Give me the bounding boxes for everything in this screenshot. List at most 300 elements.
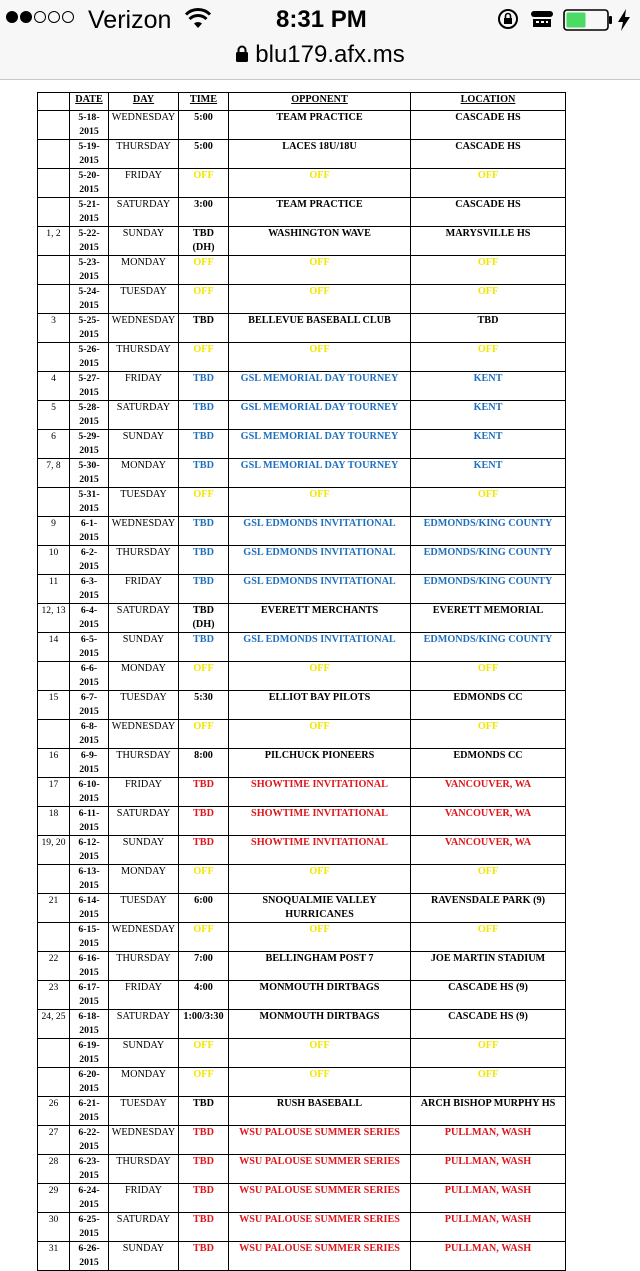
row-day: FRIDAY <box>109 169 179 198</box>
row-number <box>38 198 70 227</box>
row-opponent: MONMOUTH DIRTBAGS <box>229 981 411 1010</box>
row-opponent: GSL EDMONDS INVITATIONAL <box>229 517 411 546</box>
row-time: OFF <box>179 662 229 691</box>
row-time: OFF <box>179 1039 229 1068</box>
row-opponent: OFF <box>229 720 411 749</box>
row-time: 8:00 <box>179 749 229 778</box>
row-time: TBD <box>179 401 229 430</box>
row-number <box>38 285 70 314</box>
row-opponent: OFF <box>229 343 411 372</box>
row-location: OFF <box>411 343 566 372</box>
row-number <box>38 256 70 285</box>
row-number: 16 <box>38 749 70 778</box>
row-date: 6-9-2015 <box>70 749 109 778</box>
row-time: TBD <box>179 807 229 836</box>
table-row <box>38 343 566 372</box>
table-row <box>38 894 566 923</box>
row-location: KENT <box>411 459 566 488</box>
row-day: FRIDAY <box>109 981 179 1010</box>
header-date: DATE <box>70 93 109 111</box>
battery-icon <box>563 9 613 31</box>
table-row <box>38 575 566 604</box>
row-opponent: OFF <box>229 488 411 517</box>
row-date: 6-17-2015 <box>70 981 109 1010</box>
signal-dot <box>6 11 18 23</box>
table-row <box>38 517 566 546</box>
row-date: 5-22-2015 <box>70 227 109 256</box>
table-row <box>38 720 566 749</box>
table-row <box>38 807 566 836</box>
row-date: 6-1-2015 <box>70 517 109 546</box>
row-time: TBD (DH) <box>179 604 229 633</box>
row-time: TBD <box>179 372 229 401</box>
row-opponent: GSL MEMORIAL DAY TOURNEY <box>229 430 411 459</box>
table-row <box>38 285 566 314</box>
row-number: 23 <box>38 981 70 1010</box>
row-number <box>38 343 70 372</box>
row-number: 22 <box>38 952 70 981</box>
row-date: 5-23-2015 <box>70 256 109 285</box>
row-day: TUESDAY <box>109 691 179 720</box>
carrier-name: Verizon <box>88 6 172 34</box>
row-day: WEDNESDAY <box>109 314 179 343</box>
row-day: SUNDAY <box>109 227 179 256</box>
row-number: 9 <box>38 517 70 546</box>
row-time: TBD <box>179 836 229 865</box>
row-time: OFF <box>179 923 229 952</box>
status-bar <box>0 0 640 40</box>
table-row <box>38 1126 566 1155</box>
header-location: LOCATION <box>411 93 566 111</box>
url-text[interactable]: blu179.afx.ms <box>255 41 405 68</box>
row-opponent: OFF <box>229 1068 411 1097</box>
row-date: 5-31-2015 <box>70 488 109 517</box>
row-opponent: PILCHUCK PIONEERS <box>229 749 411 778</box>
row-location: OFF <box>411 720 566 749</box>
row-time: OFF <box>179 256 229 285</box>
row-location: KENT <box>411 372 566 401</box>
row-time: OFF <box>179 285 229 314</box>
signal-dot <box>34 11 46 23</box>
row-date: 5-27-2015 <box>70 372 109 401</box>
row-number: 18 <box>38 807 70 836</box>
row-date: 6-3-2015 <box>70 575 109 604</box>
row-time: TBD <box>179 517 229 546</box>
row-location: VANCOUVER, WA <box>411 807 566 836</box>
row-day: MONDAY <box>109 865 179 894</box>
row-day: THURSDAY <box>109 749 179 778</box>
row-time: TBD <box>179 1126 229 1155</box>
rotation-lock-icon <box>497 8 519 30</box>
row-opponent: WSU PALOUSE SUMMER SERIES <box>229 1213 411 1242</box>
row-date: 5-20-2015 <box>70 169 109 198</box>
row-time: TBD <box>179 459 229 488</box>
row-date: 6-2-2015 <box>70 546 109 575</box>
row-time: 5:00 <box>179 111 229 140</box>
row-location: PULLMAN, WASH <box>411 1213 566 1242</box>
row-location: OFF <box>411 865 566 894</box>
row-number: 31 <box>38 1242 70 1271</box>
row-number: 7, 8 <box>38 459 70 488</box>
row-opponent: SNOQUALMIE VALLEY HURRICANES <box>229 894 411 923</box>
schedule-body <box>38 111 566 1271</box>
table-row <box>38 1184 566 1213</box>
table-row <box>38 546 566 575</box>
row-number <box>38 1039 70 1068</box>
row-opponent: GSL MEMORIAL DAY TOURNEY <box>229 372 411 401</box>
row-time: OFF <box>179 169 229 198</box>
row-location: KENT <box>411 401 566 430</box>
row-date: 6-26-2015 <box>70 1242 109 1271</box>
table-row <box>38 749 566 778</box>
table-row <box>38 1155 566 1184</box>
table-row <box>38 314 566 343</box>
table-row <box>38 430 566 459</box>
row-number: 26 <box>38 1097 70 1126</box>
row-location: OFF <box>411 285 566 314</box>
row-date: 6-8-2015 <box>70 720 109 749</box>
row-opponent: ELLIOT BAY PILOTS <box>229 691 411 720</box>
row-date: 6-23-2015 <box>70 1155 109 1184</box>
table-row <box>38 111 566 140</box>
wifi-icon <box>185 9 211 29</box>
row-date: 5-28-2015 <box>70 401 109 430</box>
row-opponent: GSL MEMORIAL DAY TOURNEY <box>229 401 411 430</box>
row-date: 5-26-2015 <box>70 343 109 372</box>
table-row <box>38 1097 566 1126</box>
row-location: EVERETT MEMORIAL <box>411 604 566 633</box>
row-number <box>38 111 70 140</box>
row-opponent: OFF <box>229 169 411 198</box>
row-date: 6-11-2015 <box>70 807 109 836</box>
table-row <box>38 169 566 198</box>
row-day: SATURDAY <box>109 807 179 836</box>
row-location: OFF <box>411 1039 566 1068</box>
row-location: EDMONDS/KING COUNTY <box>411 517 566 546</box>
table-row <box>38 633 566 662</box>
row-time: 7:00 <box>179 952 229 981</box>
row-location: ARCH BISHOP MURPHY HS <box>411 1097 566 1126</box>
row-number <box>38 140 70 169</box>
address-bar[interactable] <box>0 40 640 80</box>
table-row <box>38 401 566 430</box>
row-date: 6-18-2015 <box>70 1010 109 1039</box>
row-number: 1, 2 <box>38 227 70 256</box>
row-location: TBD <box>411 314 566 343</box>
row-date: 6-19-2015 <box>70 1039 109 1068</box>
row-location: VANCOUVER, WA <box>411 836 566 865</box>
row-opponent: LACES 18U/18U <box>229 140 411 169</box>
table-row <box>38 952 566 981</box>
row-number: 19, 20 <box>38 836 70 865</box>
row-location: RAVENSDALE PARK (9) <box>411 894 566 923</box>
table-row <box>38 488 566 517</box>
row-number: 14 <box>38 633 70 662</box>
row-opponent: GSL MEMORIAL DAY TOURNEY <box>229 459 411 488</box>
row-location: CASCADE HS (9) <box>411 1010 566 1039</box>
row-day: SATURDAY <box>109 198 179 227</box>
row-day: FRIDAY <box>109 575 179 604</box>
row-number: 30 <box>38 1213 70 1242</box>
row-location: EDMONDS CC <box>411 749 566 778</box>
table-row <box>38 923 566 952</box>
schedule-table <box>37 92 566 1271</box>
row-date: 6-20-2015 <box>70 1068 109 1097</box>
row-opponent: OFF <box>229 662 411 691</box>
table-row <box>38 1068 566 1097</box>
row-opponent: WSU PALOUSE SUMMER SERIES <box>229 1155 411 1184</box>
header-opponent: OPPONENT <box>229 93 411 111</box>
charging-bolt-icon <box>617 9 631 31</box>
row-date: 5-19-2015 <box>70 140 109 169</box>
row-time: OFF <box>179 720 229 749</box>
row-date: 6-15-2015 <box>70 923 109 952</box>
row-location: PULLMAN, WASH <box>411 1184 566 1213</box>
page-content <box>0 80 640 1268</box>
table-row <box>38 865 566 894</box>
row-location: EDMONDS/KING COUNTY <box>411 633 566 662</box>
row-location: EDMONDS/KING COUNTY <box>411 546 566 575</box>
row-date: 6-5-2015 <box>70 633 109 662</box>
row-location: OFF <box>411 1068 566 1097</box>
row-number: 11 <box>38 575 70 604</box>
row-time: OFF <box>179 865 229 894</box>
row-day: MONDAY <box>109 662 179 691</box>
table-row <box>38 778 566 807</box>
row-time: TBD <box>179 1184 229 1213</box>
row-day: TUESDAY <box>109 488 179 517</box>
clock-time: 8:31 PM <box>276 6 367 33</box>
row-location: CASCADE HS (9) <box>411 981 566 1010</box>
row-number: 28 <box>38 1155 70 1184</box>
row-date: 6-21-2015 <box>70 1097 109 1126</box>
row-day: SATURDAY <box>109 1213 179 1242</box>
row-opponent: BELLINGHAM POST 7 <box>229 952 411 981</box>
row-day: WEDNESDAY <box>109 720 179 749</box>
row-time: 1:00/3:30 <box>179 1010 229 1039</box>
row-day: SATURDAY <box>109 1010 179 1039</box>
table-row <box>38 1213 566 1242</box>
row-date: 5-29-2015 <box>70 430 109 459</box>
row-day: THURSDAY <box>109 1155 179 1184</box>
row-time: TBD <box>179 546 229 575</box>
row-opponent: GSL EDMONDS INVITATIONAL <box>229 575 411 604</box>
row-number: 21 <box>38 894 70 923</box>
row-day: THURSDAY <box>109 546 179 575</box>
row-location: OFF <box>411 256 566 285</box>
row-date: 6-6-2015 <box>70 662 109 691</box>
row-time: TBD <box>179 430 229 459</box>
row-number <box>38 720 70 749</box>
tty-icon <box>530 10 554 28</box>
row-location: OFF <box>411 488 566 517</box>
row-day: WEDNESDAY <box>109 517 179 546</box>
row-day: FRIDAY <box>109 778 179 807</box>
row-number <box>38 923 70 952</box>
row-day: WEDNESDAY <box>109 111 179 140</box>
row-number: 3 <box>38 314 70 343</box>
row-time: OFF <box>179 343 229 372</box>
row-location: OFF <box>411 169 566 198</box>
row-day: TUESDAY <box>109 894 179 923</box>
row-number <box>38 169 70 198</box>
row-day: SUNDAY <box>109 1039 179 1068</box>
header-day: DAY <box>109 93 179 111</box>
table-row <box>38 1039 566 1068</box>
row-number <box>38 488 70 517</box>
row-location: OFF <box>411 662 566 691</box>
row-day: MONDAY <box>109 1068 179 1097</box>
row-time: TBD <box>179 1155 229 1184</box>
lock-icon <box>235 45 249 63</box>
row-time: TBD <box>179 575 229 604</box>
table-row <box>38 256 566 285</box>
row-number: 4 <box>38 372 70 401</box>
table-row <box>38 836 566 865</box>
table-header-row <box>38 93 566 111</box>
row-number: 27 <box>38 1126 70 1155</box>
row-time: TBD <box>179 633 229 662</box>
row-number: 6 <box>38 430 70 459</box>
row-opponent: TEAM PRACTICE <box>229 111 411 140</box>
row-day: THURSDAY <box>109 140 179 169</box>
row-location: CASCADE HS <box>411 111 566 140</box>
row-number: 10 <box>38 546 70 575</box>
row-date: 5-21-2015 <box>70 198 109 227</box>
row-location: EDMONDS/KING COUNTY <box>411 575 566 604</box>
row-opponent: GSL EDMONDS INVITATIONAL <box>229 546 411 575</box>
row-opponent: OFF <box>229 256 411 285</box>
row-day: FRIDAY <box>109 372 179 401</box>
row-day: THURSDAY <box>109 343 179 372</box>
row-time: TBD <box>179 1242 229 1271</box>
row-opponent: SHOWTIME INVITATIONAL <box>229 807 411 836</box>
row-time: OFF <box>179 488 229 517</box>
row-time: TBD <box>179 778 229 807</box>
row-opponent: WSU PALOUSE SUMMER SERIES <box>229 1184 411 1213</box>
row-location: EDMONDS CC <box>411 691 566 720</box>
row-opponent: OFF <box>229 865 411 894</box>
row-date: 6-22-2015 <box>70 1126 109 1155</box>
row-time: TBD <box>179 1213 229 1242</box>
row-opponent: WSU PALOUSE SUMMER SERIES <box>229 1242 411 1271</box>
row-location: CASCADE HS <box>411 140 566 169</box>
row-day: MONDAY <box>109 256 179 285</box>
row-time: 5:00 <box>179 140 229 169</box>
row-date: 6-7-2015 <box>70 691 109 720</box>
row-opponent: OFF <box>229 1039 411 1068</box>
table-row <box>38 604 566 633</box>
row-day: SUNDAY <box>109 633 179 662</box>
row-number: 12, 13 <box>38 604 70 633</box>
row-day: FRIDAY <box>109 1184 179 1213</box>
row-number: 5 <box>38 401 70 430</box>
row-opponent: SHOWTIME INVITATIONAL <box>229 778 411 807</box>
row-location: VANCOUVER, WA <box>411 778 566 807</box>
row-number: 24, 25 <box>38 1010 70 1039</box>
row-opponent: MONMOUTH DIRTBAGS <box>229 1010 411 1039</box>
row-location: KENT <box>411 430 566 459</box>
table-row <box>38 227 566 256</box>
row-number: 15 <box>38 691 70 720</box>
row-date: 5-18-2015 <box>70 111 109 140</box>
row-opponent: BELLEVUE BASEBALL CLUB <box>229 314 411 343</box>
row-opponent: EVERETT MERCHANTS <box>229 604 411 633</box>
row-opponent: WASHINGTON WAVE <box>229 227 411 256</box>
row-day: TUESDAY <box>109 285 179 314</box>
row-opponent: WSU PALOUSE SUMMER SERIES <box>229 1126 411 1155</box>
table-row <box>38 1242 566 1271</box>
row-date: 6-14-2015 <box>70 894 109 923</box>
row-date: 6-13-2015 <box>70 865 109 894</box>
signal-dot <box>48 11 60 23</box>
row-opponent: OFF <box>229 285 411 314</box>
row-number <box>38 1068 70 1097</box>
row-number: 17 <box>38 778 70 807</box>
row-day: SATURDAY <box>109 604 179 633</box>
row-day: TUESDAY <box>109 1097 179 1126</box>
row-number <box>38 662 70 691</box>
row-opponent: OFF <box>229 923 411 952</box>
row-date: 6-25-2015 <box>70 1213 109 1242</box>
row-location: PULLMAN, WASH <box>411 1242 566 1271</box>
table-row <box>38 372 566 401</box>
row-opponent: GSL EDMONDS INVITATIONAL <box>229 633 411 662</box>
row-day: SUNDAY <box>109 1242 179 1271</box>
row-date: 6-24-2015 <box>70 1184 109 1213</box>
row-date: 6-4-2015 <box>70 604 109 633</box>
table-row <box>38 1010 566 1039</box>
table-row <box>38 981 566 1010</box>
row-day: SATURDAY <box>109 401 179 430</box>
signal-dot <box>20 11 32 23</box>
signal-dot <box>62 11 74 23</box>
row-opponent: TEAM PRACTICE <box>229 198 411 227</box>
row-day: SUNDAY <box>109 430 179 459</box>
table-row <box>38 198 566 227</box>
row-date: 6-16-2015 <box>70 952 109 981</box>
row-time: TBD <box>179 1097 229 1126</box>
row-day: MONDAY <box>109 459 179 488</box>
row-time: TBD (DH) <box>179 227 229 256</box>
row-time: 4:00 <box>179 981 229 1010</box>
row-number: 29 <box>38 1184 70 1213</box>
signal-strength-icon <box>6 11 76 29</box>
row-location: MARYSVILLE HS <box>411 227 566 256</box>
table-row <box>38 459 566 488</box>
row-date: 6-10-2015 <box>70 778 109 807</box>
row-day: THURSDAY <box>109 952 179 981</box>
row-number <box>38 865 70 894</box>
table-row <box>38 691 566 720</box>
row-opponent: SHOWTIME INVITATIONAL <box>229 836 411 865</box>
row-time: 6:00 <box>179 894 229 923</box>
row-location: PULLMAN, WASH <box>411 1155 566 1184</box>
header-time: TIME <box>179 93 229 111</box>
row-day: SUNDAY <box>109 836 179 865</box>
row-date: 5-30-2015 <box>70 459 109 488</box>
row-date: 5-25-2015 <box>70 314 109 343</box>
row-location: OFF <box>411 923 566 952</box>
row-date: 6-12-2015 <box>70 836 109 865</box>
row-day: WEDNESDAY <box>109 1126 179 1155</box>
header-number <box>38 93 70 111</box>
row-time: TBD <box>179 314 229 343</box>
row-location: JOE MARTIN STADIUM <box>411 952 566 981</box>
row-location: CASCADE HS <box>411 198 566 227</box>
row-time: 3:00 <box>179 198 229 227</box>
row-opponent: RUSH BASEBALL <box>229 1097 411 1126</box>
